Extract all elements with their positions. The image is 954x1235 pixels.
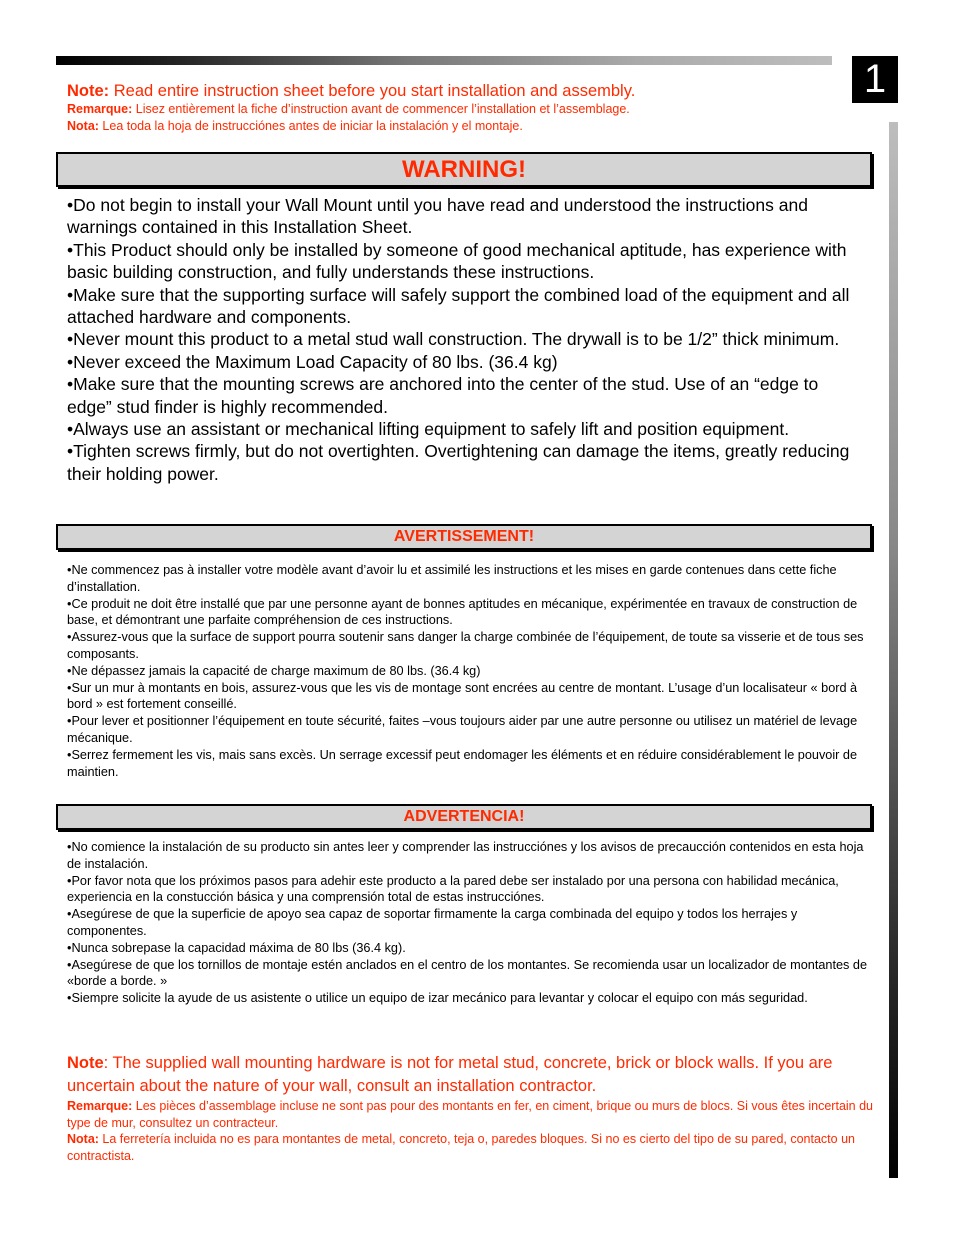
bottom-notes — [67, 1052, 882, 1164]
header-gradient-bar — [56, 56, 832, 65]
list-item: •Make sure that the mounting screws are anchored into the center of the stud. Use of an “edge to edge” stud finder is highly recommended. — [67, 374, 819, 417]
list-item: •Ne dépassez jamais la capacité de charge maximum de 80 lbs. (36.4 kg) — [67, 663, 481, 678]
list-item: •Never exceed the Maximum Load Capacity of 80 lbs. (36.4 kg) — [67, 351, 558, 372]
note-fr-label: Remarque: — [67, 102, 133, 116]
warning-list — [67, 194, 867, 485]
note-es-text: Lea toda la hoja de instrucciónes antes de iniciar la instalación y el montaje. — [98, 118, 523, 133]
hardware-note-fr-text: Les pièces d’assemblage incluse ne sont pas pour des montants en fer, en ciment, brique ou murs de blocs. Si vous êtes incertain du type de mur, consultez un contracteur. — [67, 1099, 873, 1130]
avertissement-banner: AVERTISSEMENT! — [56, 524, 872, 550]
side-gradient-bar — [889, 122, 898, 1178]
list-item: •Siempre solicite la ayude de us asistente o utilice un equipo de izar mecánico para levantar y colocar el equipo con más seguridad. — [67, 991, 808, 1006]
list-item: •Pour lever et positionner l’équipement en toute sécurité, faites –vous toujours aider par une autre personne ou utilisez un matériel de levage mécanique. — [67, 714, 858, 745]
list-item: •Never mount this product to a metal stud wall construction. The drywall is to be 1/2” thick minimum. — [67, 329, 840, 350]
list-item: •Ne commencez pas à installer votre modèle avant d’avoir lu et assimilé les instructions et les mises en garde contenues dans cette fiche d’installation. — [67, 563, 837, 594]
warning-banner: WARNING! — [56, 152, 872, 187]
list-item: •Always use an assistant or mechanical lifting equipment to safely lift and position equipment. — [67, 419, 790, 440]
list-item: •Asegúrese de que la superficie de apoyo sea capaz de soportar firmamente la carga combinada del equipo y todos los herrajes y componentes. — [67, 907, 798, 938]
list-item: •Tighten screws firmly, but do not overtighten. Overtightening can damage the items, greatly reducing their holding power. — [67, 441, 850, 484]
list-item: •Ce produit ne doit être installé que par une personne ayant de bonnes aptitudes en mécanique, expérimentée en travaux de construction de base, et démontrant une parfaite compréhension de ces instructions. — [67, 596, 858, 628]
list-item: •Nunca sobrepase la capacidad máxima de 80 lbs (36.4 kg). — [67, 940, 406, 955]
hardware-note-en — [67, 1052, 882, 1098]
note-en-text: Read entire instruction sheet before you start installation and assembly. — [109, 82, 636, 100]
note-es-label: Nota: — [67, 118, 99, 133]
list-item: •No comience la instalación de su producto sin antes leer y comprender las instrucciónes y los avisos de precaucción contenidos en esta hoja de instalación. — [67, 840, 864, 871]
hardware-note-es-text: La ferretería incluida no es para montantes de metal, concreto, teja o, paredes bloques. Si no es cierto del tipo de su pared, contacto un contractista. — [67, 1132, 855, 1163]
advertencia-banner: ADVERTENCIA! — [56, 804, 872, 830]
avertissement-list — [67, 562, 867, 780]
hardware-note-fr — [67, 1098, 882, 1131]
advertencia-list — [67, 839, 867, 1007]
list-item: •Assurez-vous que la surface de support pourra soutenir sans danger la charge combinée de l’équipement, de toute sa visserie et de tous ses composants. — [67, 630, 864, 661]
list-item: •This Product should only be installed by someone of good mechanical aptitude, has experience with basic building construction, and fully understands these instructions. — [67, 239, 847, 283]
hardware-note-es — [67, 1131, 882, 1164]
list-item: •Serrez fermement les vis, mais sans excès. Un serrage excessif peut endomager les éléments et en réduire considérablement le pouvoir de maintien. — [67, 747, 858, 779]
hardware-note-es-label: Nota: — [67, 1132, 99, 1146]
list-item: •Asegúrese de que los tornillos de montaje estén anclados en el centro de los montantes. Se recomienda usar un localizador de montantes de «borde a borde. » — [67, 957, 868, 989]
top-notes — [67, 82, 887, 134]
note-en-label: Note: — [67, 82, 110, 100]
note-fr-text: Lisez entièrement la fiche d’instruction avant de commencer l’installation et l’assemblage. — [132, 102, 630, 116]
note-fr — [67, 101, 887, 118]
hardware-note-en-text: : The supplied wall mounting hardware is not for metal stud, concrete, brick or block walls. If you are uncertain about the nature of your wall, consult an installation contractor. — [67, 1054, 833, 1095]
page-number-badge: 1 — [852, 56, 898, 103]
list-item: •Do not begin to install your Wall Mount until you have read and understood the instructions and warnings contained in this Installation Sheet. — [67, 195, 808, 238]
note-en — [67, 82, 887, 101]
hardware-note-fr-label: Remarque: — [67, 1099, 133, 1113]
list-item: •Make sure that the supporting surface will safely support the combined load of the equipment and all attached hardware and components. — [67, 284, 850, 328]
note-es — [67, 118, 887, 135]
list-item: •Por favor nota que los próximos pasos para adehir este producto a la pared debe ser instalado por una persona con habilidad mecánica, experiencia en la constucción básica y una comprensión total de estas instrucciónes. — [67, 873, 839, 905]
hardware-note-en-label: Note — [67, 1054, 104, 1072]
list-item: •Sur un mur à montants en bois, assurez-vous que les vis de montage sont encrées au centre de montant. L’usage d’un localisateur « bord à bord » est fortement conseillé. — [67, 680, 858, 712]
